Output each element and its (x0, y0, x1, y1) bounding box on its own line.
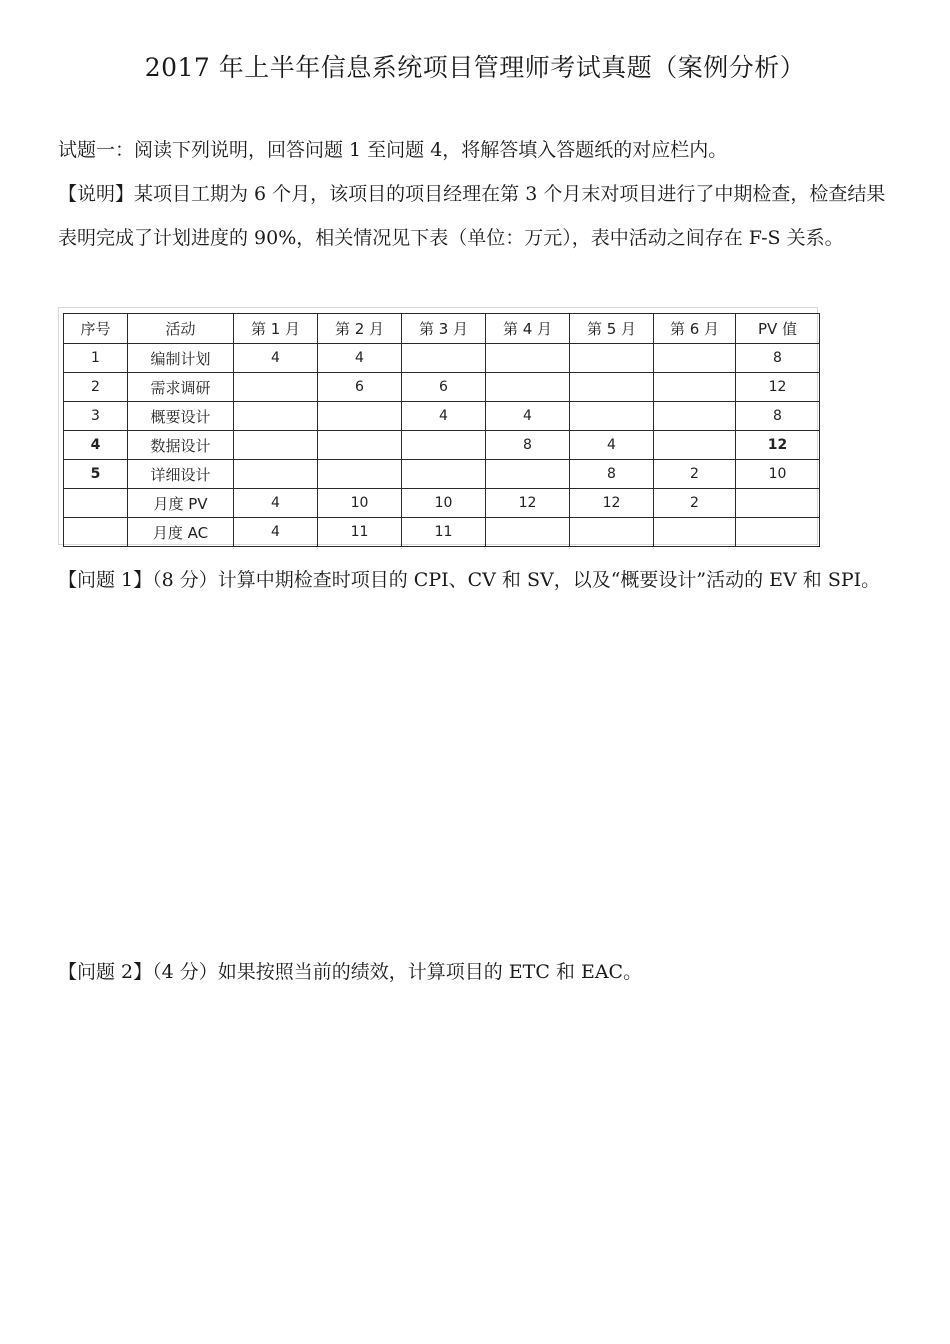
table-cell: 数据设计 (128, 431, 234, 460)
header-cell: PV 值 (736, 314, 820, 344)
table-cell (654, 344, 736, 373)
header-cell: 活动 (128, 314, 234, 344)
table-row (64, 373, 820, 402)
table-cell: 4 (486, 402, 570, 431)
table-row (64, 402, 820, 431)
table-row (64, 344, 820, 373)
table-row (64, 518, 820, 547)
table-cell (234, 373, 318, 402)
table-cell: 8 (736, 344, 820, 373)
activity-table-image (58, 307, 818, 545)
table-cell: 5 (64, 460, 128, 489)
table-cell: 10 (402, 489, 486, 518)
table-cell (486, 344, 570, 373)
table-cell: 2 (654, 489, 736, 518)
question-1: 【问题 1】（8 分）计算中期检查时项目的 CPI、CV 和 SV，以及“概要设计”活动的 EV 和 SPI。 (58, 569, 881, 591)
table-cell (570, 344, 654, 373)
table-cell (654, 518, 736, 547)
table-cell: 2 (64, 373, 128, 402)
table-cell: 10 (736, 460, 820, 489)
table-cell (318, 431, 402, 460)
table-cell: 概要设计 (128, 402, 234, 431)
table-cell (570, 402, 654, 431)
table-cell: 11 (402, 518, 486, 547)
table-cell: 8 (736, 402, 820, 431)
header-cell: 第 4 月 (486, 314, 570, 344)
table-cell (654, 373, 736, 402)
table-cell (486, 373, 570, 402)
table-cell: 12 (736, 373, 820, 402)
table-cell: 2 (654, 460, 736, 489)
table-cell: 4 (318, 344, 402, 373)
table-cell: 4 (234, 489, 318, 518)
header-cell: 第 3 月 (402, 314, 486, 344)
table-cell (318, 402, 402, 431)
table-cell (570, 518, 654, 547)
header-cell: 第 5 月 (570, 314, 654, 344)
question-2: 【问题 2】（4 分）如果按照当前的绩效，计算项目的 ETC 和 EAC。 (58, 961, 643, 983)
table-cell (570, 373, 654, 402)
table-cell: 编制计划 (128, 344, 234, 373)
table-cell (234, 431, 318, 460)
table-cell: 1 (64, 344, 128, 373)
table-cell (486, 518, 570, 547)
activity-table (63, 313, 820, 547)
page-title: 2017 年上半年信息系统项目管理师考试真题（案例分析） (144, 53, 806, 82)
table-cell (402, 344, 486, 373)
table-cell: 12 (570, 489, 654, 518)
table-cell (654, 402, 736, 431)
table-row (64, 431, 820, 460)
table-cell (318, 460, 402, 489)
table-cell (402, 460, 486, 489)
table-cell: 4 (402, 402, 486, 431)
table-cell: 8 (570, 460, 654, 489)
case-description: 【说明】某项目工期为 6 个月，该项目的项目经理在第 3 个月末对项目进行了中期检查，检查结果表明完成了计划进度的 90%，相关情况见下表（单位：万元），表中活动之间存在 F-S 关系。 (58, 183, 886, 249)
table-cell: 8 (486, 431, 570, 460)
table-cell: 月度 AC (128, 518, 234, 547)
table-cell: 3 (64, 402, 128, 431)
exam-intro: 试题一：阅读下列说明，回答问题 1 至问题 4，将解答填入答题纸的对应栏内。 (58, 139, 728, 161)
table-cell (654, 431, 736, 460)
table-row (64, 460, 820, 489)
table-cell: 11 (318, 518, 402, 547)
table-header-row (64, 314, 820, 344)
table-cell: 10 (318, 489, 402, 518)
table-cell: 4 (234, 344, 318, 373)
table-cell (234, 402, 318, 431)
table-cell (736, 518, 820, 547)
header-cell: 第 2 月 (318, 314, 402, 344)
table-cell (486, 460, 570, 489)
table-row (64, 489, 820, 518)
table-cell (64, 518, 128, 547)
table-cell (736, 489, 820, 518)
table-cell (64, 489, 128, 518)
header-cell: 序号 (64, 314, 128, 344)
table-cell (234, 460, 318, 489)
table-cell: 月度 PV (128, 489, 234, 518)
header-cell: 第 1 月 (234, 314, 318, 344)
table-cell: 12 (486, 489, 570, 518)
table-cell: 12 (736, 431, 820, 460)
table-cell: 4 (64, 431, 128, 460)
table-cell: 4 (234, 518, 318, 547)
table-cell: 详细设计 (128, 460, 234, 489)
table-cell: 需求调研 (128, 373, 234, 402)
table-cell (402, 431, 486, 460)
header-cell: 第 6 月 (654, 314, 736, 344)
table-cell: 4 (570, 431, 654, 460)
table-cell: 6 (318, 373, 402, 402)
table-cell: 6 (402, 373, 486, 402)
